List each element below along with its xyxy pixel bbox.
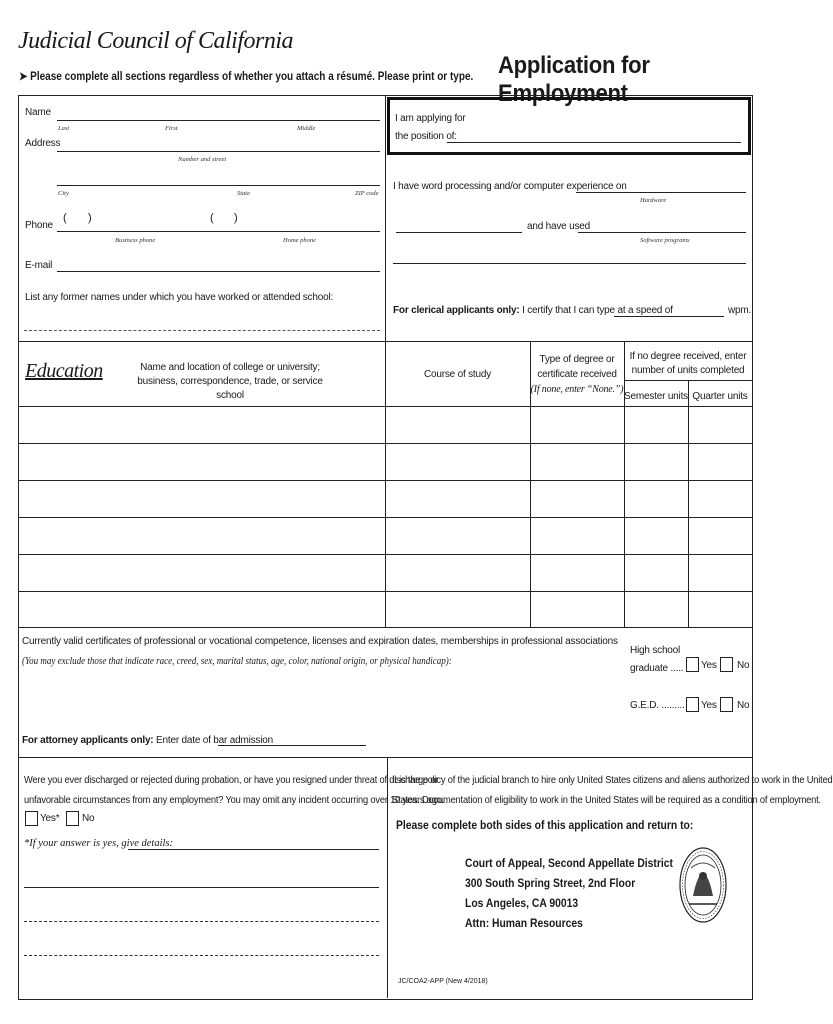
discharge-details-input[interactable] — [128, 849, 379, 850]
hardware-input[interactable] — [576, 192, 746, 193]
instructions: ➤ Please complete all sections regardless of whether you attach a résumé. Please print or type. — [19, 71, 474, 83]
home-phone-input[interactable] — [207, 231, 380, 232]
former-names-label: List any former names under which you have worked or attended school: — [25, 292, 334, 303]
education-row[interactable] — [18, 406, 752, 407]
position-box — [387, 97, 751, 155]
name-label: Name — [25, 107, 51, 118]
education-heading: Education — [25, 360, 103, 382]
org-name: Judicial Council of California — [18, 28, 293, 54]
former-names-input[interactable] — [24, 330, 380, 331]
discharge-details-input-3[interactable] — [24, 921, 379, 922]
education-row[interactable] — [18, 443, 752, 444]
software-input[interactable] — [578, 232, 746, 233]
hs-no-checkbox[interactable] — [720, 657, 733, 672]
name-input[interactable] — [57, 120, 380, 121]
return-address: Court of Appeal, Second Appellate District 300 South Spring Street, 2nd Floor Los Angeles, CA 90013 Attn: Human Resources — [465, 858, 673, 930]
discharge-details-input-4[interactable] — [24, 955, 379, 956]
business-phone-input[interactable] — [57, 231, 207, 232]
page-title: Application for Employment — [498, 52, 650, 107]
education-row[interactable] — [18, 480, 752, 481]
typing-speed-input[interactable] — [614, 316, 724, 317]
email-label: E-mail — [25, 260, 53, 271]
hardware-input-2[interactable] — [396, 232, 522, 233]
phone-label: Phone — [25, 220, 53, 231]
education-row[interactable] — [18, 591, 752, 592]
court-seal-icon — [679, 846, 727, 924]
email-input[interactable] — [57, 271, 380, 272]
education-row[interactable] — [18, 554, 752, 555]
hs-yes-checkbox[interactable] — [686, 657, 699, 672]
bar-admission-input[interactable] — [218, 745, 366, 746]
ged-yes-checkbox[interactable] — [686, 697, 699, 712]
education-row[interactable] — [18, 517, 752, 518]
software-input-2[interactable] — [393, 263, 746, 264]
address-city-input[interactable] — [57, 185, 380, 186]
ged-no-checkbox[interactable] — [720, 697, 733, 712]
discharge-yes-checkbox[interactable] — [25, 811, 38, 826]
address-label: Address — [25, 138, 61, 149]
position-input[interactable] — [447, 142, 741, 143]
address-street-input[interactable] — [57, 151, 380, 152]
discharge-details-input-2[interactable] — [24, 887, 379, 888]
discharge-no-checkbox[interactable] — [66, 811, 79, 826]
